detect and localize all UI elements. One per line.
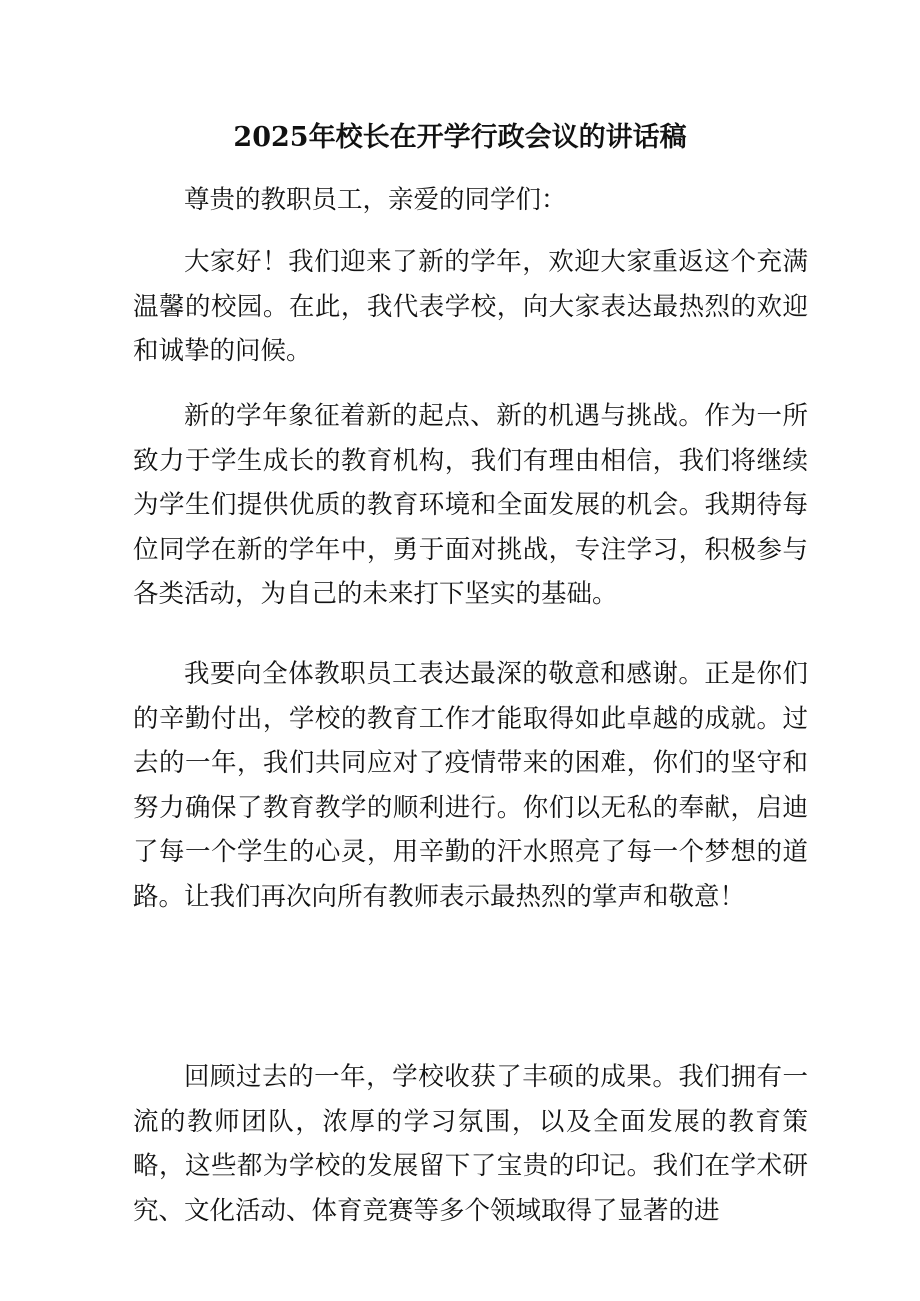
document-title: 2025年校长在开学行政会议的讲话稿 [233,122,687,153]
body-paragraph-2: 新的学年象征着新的起点、新的机遇与挑战。作为一所致力于学生成长的教育机构，我们有理由相信，我们将继续为学生们提供优质的教育环境和全面发展的机会。我期待每位同学在新的学年中，勇于面对挑战，专注学习，积极参与各类活动，为自己的未来打下坚实的基础。 [133,401,808,609]
greeting-paragraph: 尊贵的教职员工，亲爱的同学们： [184,185,567,215]
body-paragraph-4: 回顾过去的一年，学校收获了丰硕的成果。我们拥有一流的教师团队，浓厚的学习氛围，以及全面发展的教育策略，这些都为学校的发展留下了宝贵的印记。我们在学术研究、文化活动、体育竞赛等多个领域取得了显著的进 [133,1062,808,1226]
body-paragraph-1: 大家好！我们迎来了新的学年，欢迎大家重返这个充满温馨的校园。在此，我代表学校，向大家表达最热烈的欢迎和诚挚的问候。 [133,247,808,366]
body-paragraph-3: 我要向全体教职员工表达最深的敬意和感谢。正是你们的辛勤付出，学校的教育工作才能取得如此卓越的成就。过去的一年，我们共同应对了疫情带来的困难，你们的坚守和努力确保了教育教学的顺利进行。你们以无私的奉献，启迪了每一个学生的心灵，用辛勤的汗水照亮了每一个梦想的道路。让我们再次向所有教师表示最热烈的掌声和敬意！ [133,659,808,912]
